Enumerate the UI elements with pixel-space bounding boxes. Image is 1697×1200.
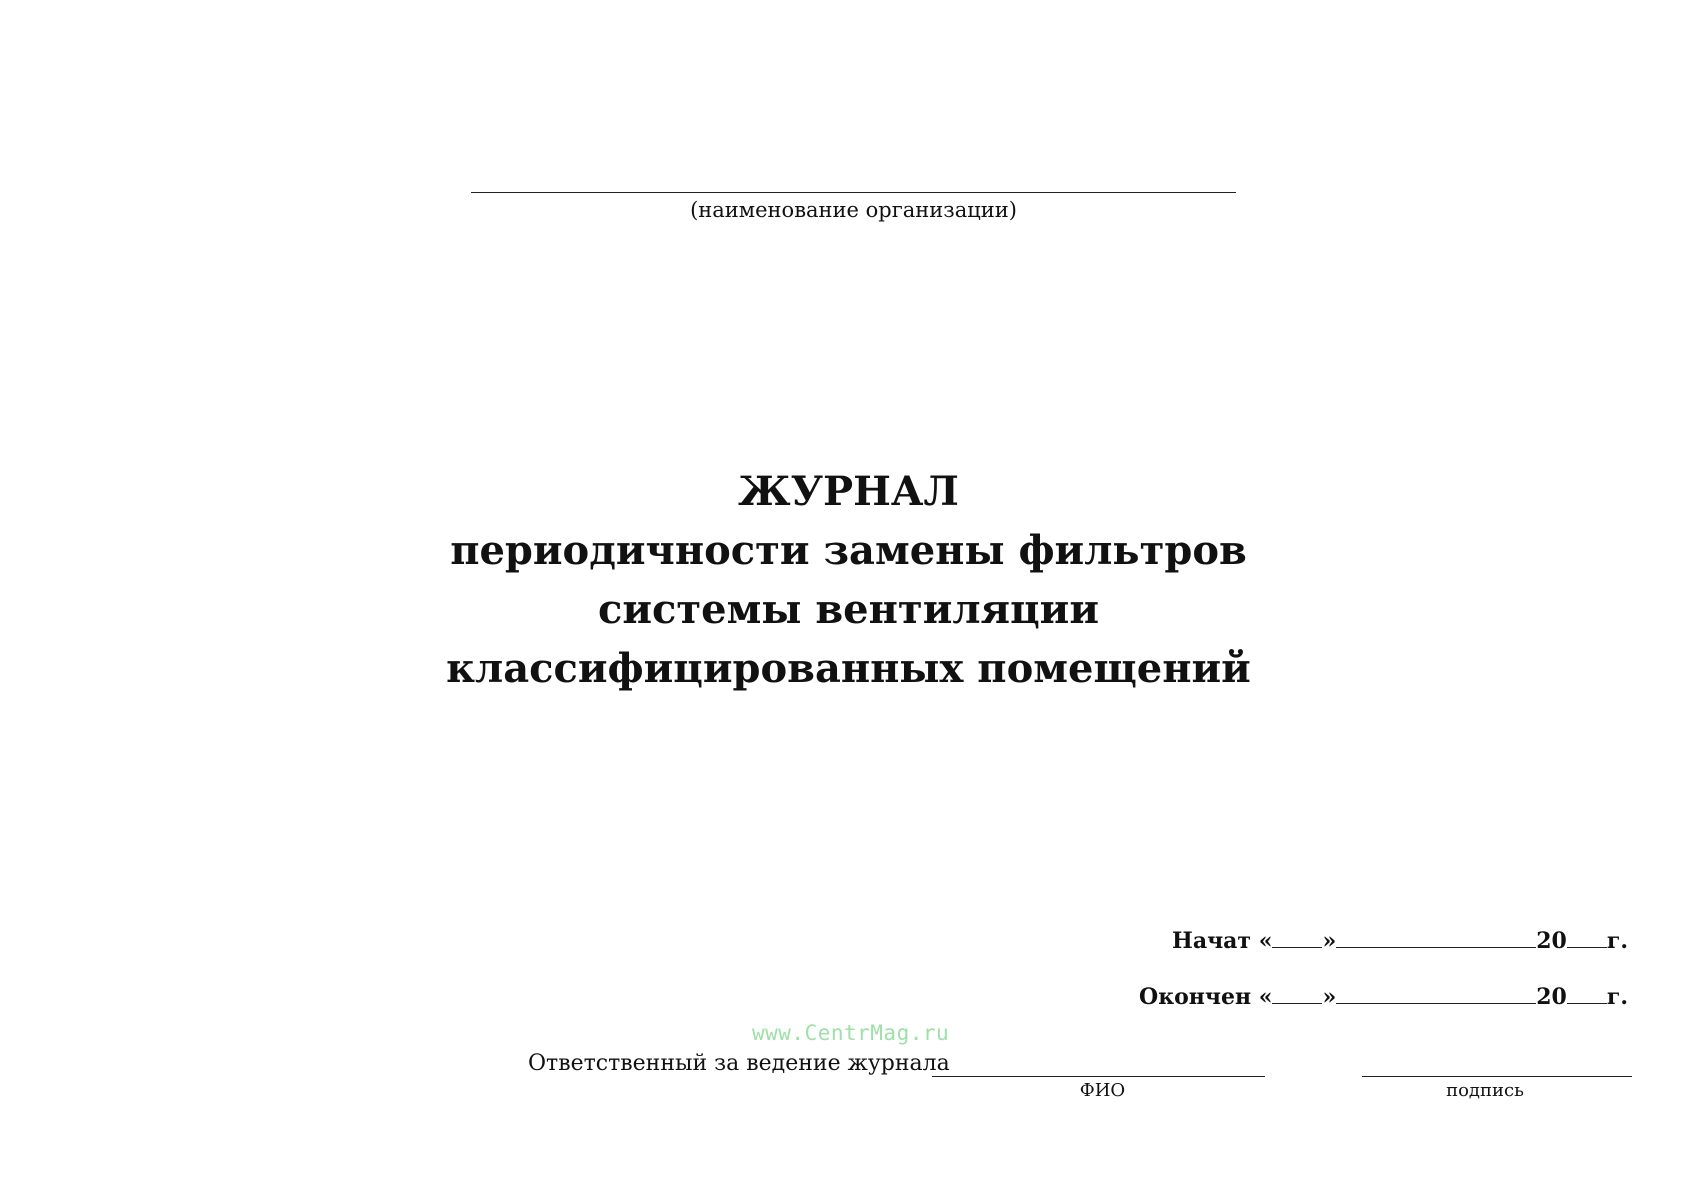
signature-caption: подпись (1446, 1080, 1524, 1101)
ended-year-blank (1567, 985, 1607, 1004)
responsible-label: Ответственный за ведение журнала (528, 1051, 950, 1076)
started-year-prefix: 20 (1536, 928, 1567, 954)
ended-day-blank (1272, 985, 1322, 1004)
ended-label: Окончен « (1139, 984, 1273, 1010)
started-day-blank (1272, 929, 1322, 948)
organization-caption: (наименование организации) (690, 198, 1017, 222)
title-line-2: периодичности замены фильтров (450, 527, 1247, 574)
ended-month-blank (1336, 985, 1536, 1004)
ended-year-prefix: 20 (1536, 984, 1567, 1010)
started-year-blank (1567, 929, 1607, 948)
watermark: www.CentrMag.ru (752, 1021, 950, 1045)
started-quote-close: » (1322, 928, 1337, 954)
title-line-3: системы вентиляции (598, 586, 1099, 633)
title-line-1: ЖУРНАЛ (738, 468, 959, 515)
started-date-row (928, 928, 1628, 954)
title-line-4: классифицированных помещений (446, 645, 1251, 692)
ended-year-suffix: г. (1606, 984, 1628, 1010)
ended-quote-close: » (1322, 984, 1337, 1010)
started-month-blank (1336, 929, 1536, 948)
journal-title (300, 462, 1397, 698)
fio-caption: ФИО (1079, 1080, 1126, 1101)
ended-date-row (928, 984, 1628, 1010)
organization-name-line (471, 192, 1236, 193)
started-label: Начат « (1172, 928, 1273, 954)
signature-line (1362, 1076, 1632, 1077)
started-year-suffix: г. (1606, 928, 1628, 954)
fio-line (932, 1076, 1265, 1077)
